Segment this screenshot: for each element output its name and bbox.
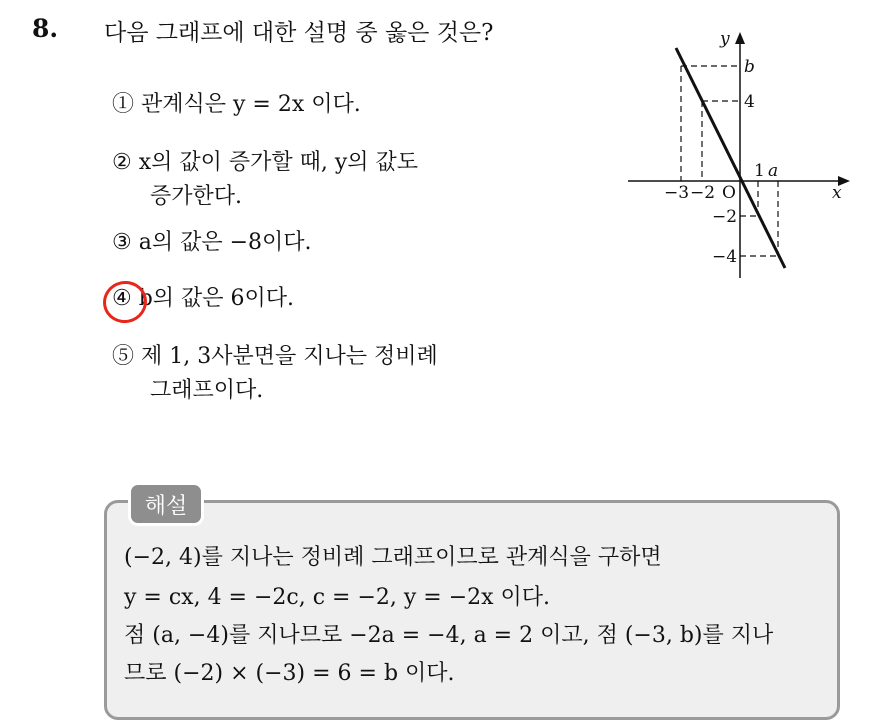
explanation-line-2: y = cx, 4 = −2c, c = −2, y = −2x 이다.	[124, 585, 551, 610]
explanation-line-3: 점 (a, −4)를 지나므로 −2a = −4, a = 2 이고, 점 (−3, b)를 지나	[124, 623, 774, 648]
option-1-text: ① 관계식은 y = 2x 이다.	[112, 92, 361, 117]
option-3[interactable]	[112, 226, 312, 260]
option-1[interactable]	[112, 88, 361, 122]
x-axis-label: x	[832, 183, 842, 203]
question-text: 다음 그래프에 대한 설명 중 옳은 것은?	[104, 20, 494, 46]
label-neg2: −2	[690, 183, 716, 203]
y-axis-arrow-icon	[735, 32, 745, 44]
option-3-text: ③ a의 값은 −8이다.	[112, 230, 312, 255]
option-5[interactable]	[112, 340, 438, 408]
label-neg4: −4	[712, 247, 738, 267]
label-b: b	[744, 57, 755, 77]
label-1: 1	[754, 161, 765, 181]
option-5-text-cont: 그래프이다.	[150, 378, 264, 403]
option-2[interactable]	[112, 146, 418, 214]
question-number: 8.	[32, 14, 59, 43]
label-a: a	[768, 161, 779, 181]
explanation-title: 해설	[128, 482, 204, 526]
label-4: 4	[744, 92, 755, 112]
explanation-line-1: (−2, 4)를 지나는 정비례 그래프이므로 관계식을 구하면	[124, 545, 662, 570]
option-5-text: ⑤ 제 1, 3사분면을 지나는 정비례	[112, 344, 438, 369]
explanation-line-4: 므로 (−2) × (−3) = 6 = b 이다.	[124, 661, 455, 686]
option-2-text-cont: 증가한다.	[150, 184, 243, 209]
label-neg2-y: −2	[712, 207, 738, 227]
label-neg3: −3	[664, 183, 690, 203]
graph-line	[676, 48, 785, 268]
label-origin: O	[722, 183, 736, 203]
option-2-text: ② x의 값이 증가할 때, y의 값도	[112, 150, 419, 175]
graph-figure	[620, 20, 860, 282]
option-4-text: ④ b의 값은 6이다.	[112, 286, 295, 311]
y-axis-label: y	[720, 29, 730, 49]
